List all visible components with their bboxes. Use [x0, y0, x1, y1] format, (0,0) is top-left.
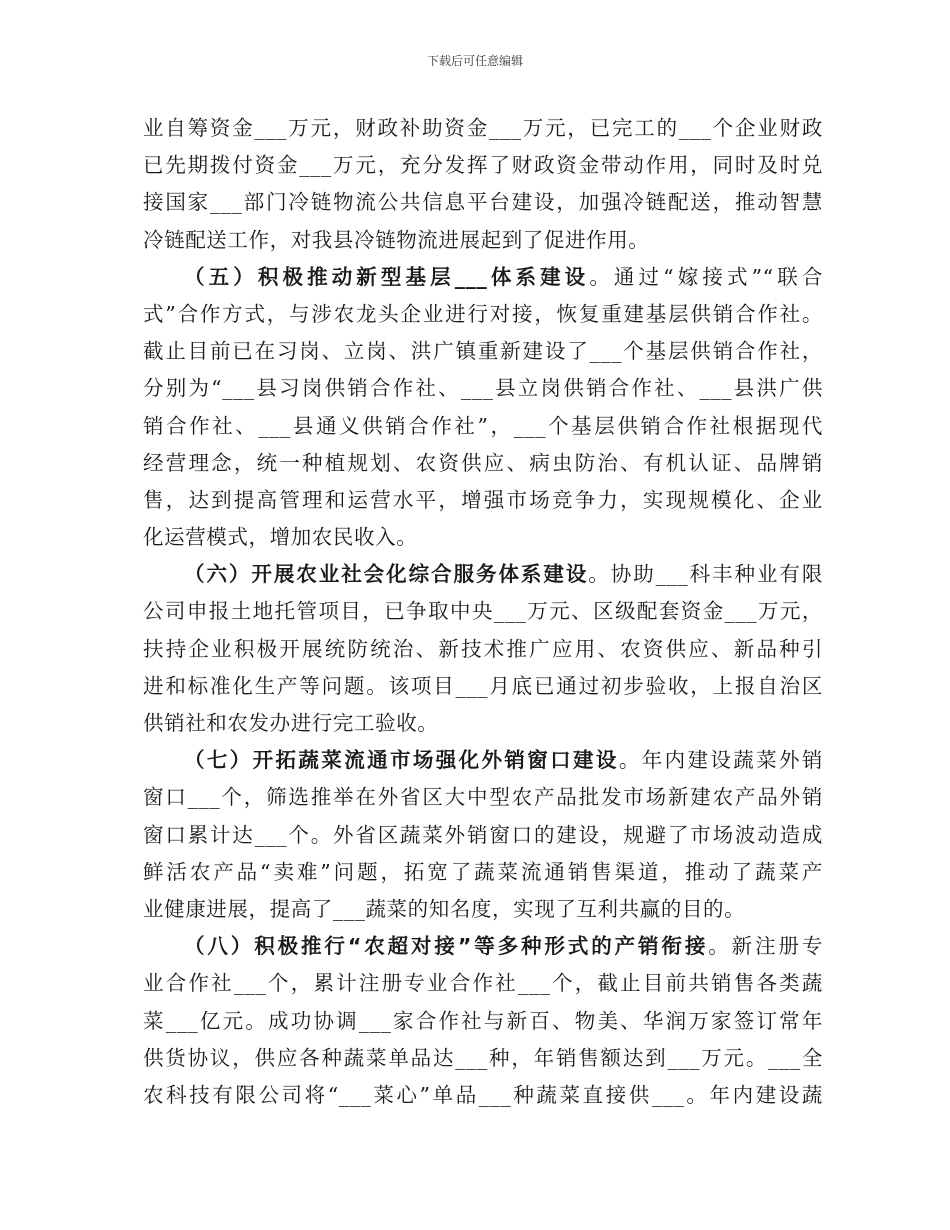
text-line	[143, 110, 823, 147]
paragraph-heading-line	[143, 742, 823, 779]
section-heading: （六）开展农业社会化综合服务体系建设	[184, 562, 589, 587]
body-text: 菜___亿元。成功协调___家合作社与新百、物美、华润万家签订常年	[143, 1008, 823, 1033]
text-line	[143, 817, 823, 854]
text-line	[143, 184, 823, 221]
section-heading: （七）开拓蔬菜流通市场强化外销窗口建设	[184, 748, 619, 773]
body-text: 截止目前已在习岗、立岗、洪广镇重新建设了___个基层供销合作社，	[143, 339, 823, 364]
text-line	[143, 408, 823, 445]
body-text: 窗口累计达___个。外省区蔬菜外销窗口的建设，规避了市场波动造成	[143, 822, 823, 847]
body-text: 销合作社、___县通义供销合作社”，___个基层供销合作社根据现代	[143, 413, 823, 438]
body-text: 。通过“嫁接式”“联合	[589, 264, 823, 289]
body-text: 售，达到提高管理和运营水平，增强市场竞争力，实现规模化、企业	[143, 487, 823, 512]
text-line	[143, 1040, 823, 1077]
text-line	[143, 482, 823, 519]
text-line	[143, 1003, 823, 1040]
paragraph-heading-line	[143, 928, 823, 965]
body-text: 化运营模式，增加农民收入。	[143, 525, 418, 550]
text-line	[143, 296, 823, 333]
text-line	[143, 147, 823, 184]
body-text: 分别为“___县习岗供销合作社、___县立岗供销合作社、___县洪广供	[143, 376, 823, 401]
text-line	[143, 705, 823, 742]
body-text: 业自筹资金___万元，财政补助资金___万元，已完工的___个企业财政	[143, 116, 823, 140]
body-text: 鲜活农产品“卖难”问题，拓宽了蔬菜流通销售渠道，推动了蔬菜产	[143, 859, 823, 884]
section-heading: （八）积极推行“农超对接”等多种形式的产销衔接	[184, 934, 709, 959]
body-text: 业健康进展，提高了___蔬菜的知名度，实现了互利共赢的目的。	[143, 896, 746, 921]
body-text: 公司申报土地托管项目，已争取中央___万元、区级配套资金___万元，	[143, 599, 823, 624]
paragraph-heading-line	[143, 259, 823, 296]
text-line	[143, 1077, 823, 1114]
text-line	[143, 854, 823, 891]
text-line	[143, 370, 823, 407]
body-text: 冷链配送工作，对我县冷链物流进展起到了促进作用。	[143, 227, 650, 252]
text-line	[143, 222, 823, 259]
body-text: 式”合作方式，与涉农龙头企业进行对接，恢复重建基层供销合作社。	[143, 301, 823, 326]
paragraph-heading-line	[143, 556, 823, 593]
body-text: 。年内建设蔬菜外销	[618, 748, 823, 773]
body-text: 供货协议，供应各种蔬菜单品达___种，年销售额达到___万元。___全	[143, 1045, 823, 1070]
text-line	[143, 519, 823, 556]
body-text: 进和标准化生产等问题。该项目___月底已通过初步验收，上报自治区	[143, 673, 823, 698]
text-line	[143, 631, 823, 668]
text-line	[143, 445, 823, 482]
body-text: 经营理念，统一种植规划、农资供应、病虫防治、有机认证、品牌销	[143, 450, 823, 475]
text-line	[143, 891, 823, 928]
text-line	[143, 779, 823, 816]
body-text: 供销社和农发办进行完工验收。	[143, 711, 439, 735]
text-line	[143, 593, 823, 630]
body-text: 。新注册专	[708, 934, 824, 959]
text-line	[143, 333, 823, 370]
document-body	[143, 110, 823, 1114]
body-text: 农科技有限公司将“___菜心”单品___种蔬菜直接供___。年内建设蔬	[143, 1082, 823, 1107]
section-heading: （五）积极推动新型基层___体系建设	[184, 264, 590, 289]
page-header: 下载后可任意编辑	[426, 54, 523, 68]
body-text: 扶持企业积极开展统防统治、新技术推广应用、农资供应、新品种引	[143, 636, 823, 661]
text-line	[143, 965, 823, 1002]
body-text: 接国家___部门冷链物流公共信息平台建设，加强冷链配送，推动智慧	[143, 190, 823, 215]
body-text: 业合作社___个，累计注册专业合作社___个，截止目前共销售各类蔬	[143, 971, 823, 996]
body-text: 已先期拨付资金___万元，充分发挥了财政资金带动作用，同时及时兑	[143, 153, 823, 178]
body-text: 。协助___科丰种业有限	[588, 562, 823, 587]
text-line	[143, 668, 823, 705]
body-text: 窗口___个，筛选推举在外省区大中型农产品批发市场新建农产品外销	[143, 785, 823, 810]
